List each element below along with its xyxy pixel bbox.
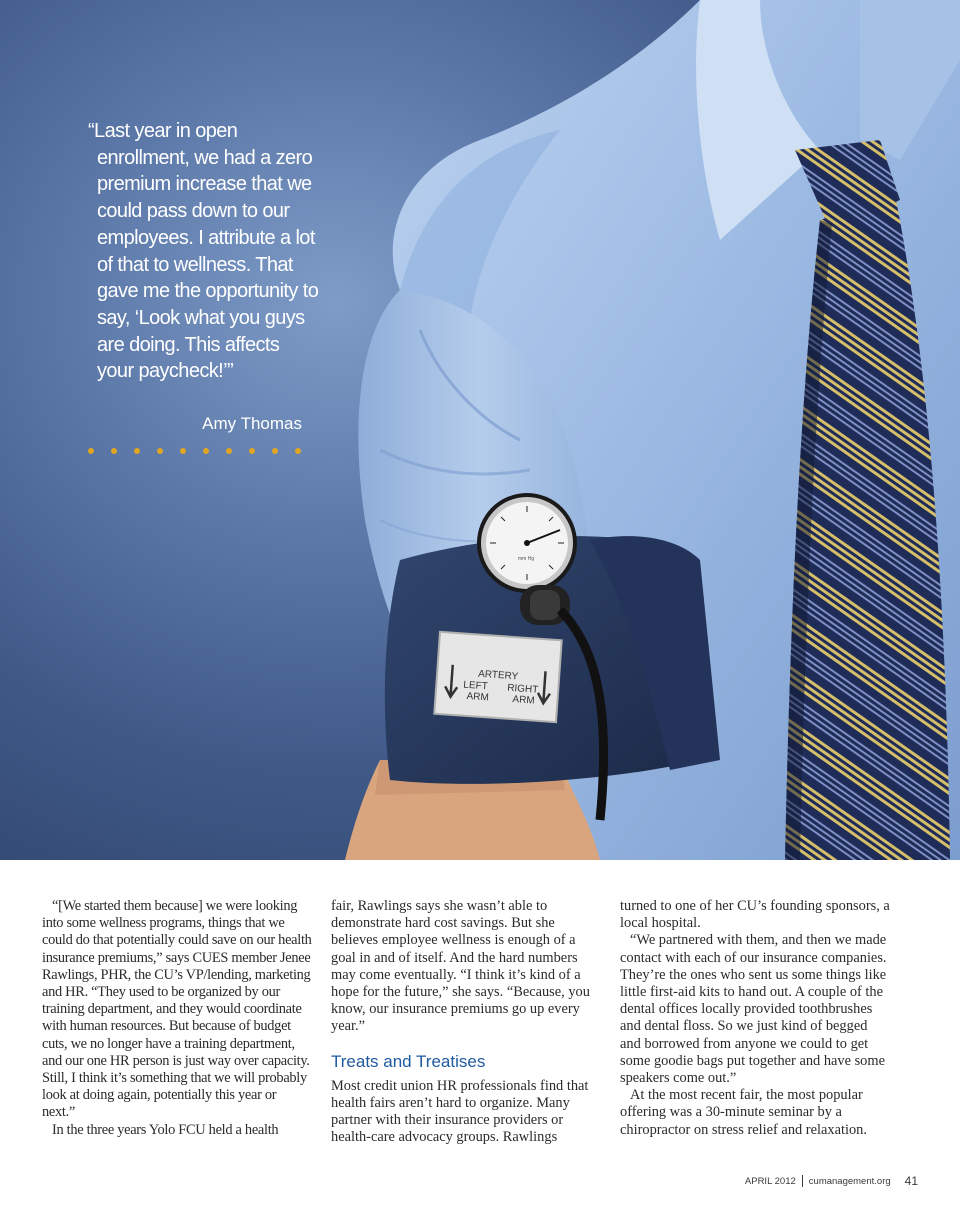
cuff-label-artery: ARTERY (477, 668, 519, 683)
dot (134, 448, 140, 454)
page-number: 41 (904, 1174, 918, 1188)
dot (111, 448, 117, 454)
dot (295, 448, 301, 454)
paragraph: At the most recent fair, the most popular offering was a 30-minute seminar by a chiropractor on stress relief and relaxation. (620, 1087, 867, 1138)
paragraph: turned to one of her CU’s founding sponsors, a local hospital. (620, 898, 890, 932)
article-column-3 (620, 898, 890, 1139)
cuff-label-right-arm: ARM (512, 694, 536, 707)
paragraph: “[We started them because] we were looking into some wellness programs, things that we could do that potentially could save on our health insurance premiums,” says CUES member Jenee Rawlings, PHR, the CU’s VP/lending, marketing and HR. “They used to be organized by our training department, and they would coordinate with human resources. But because of budget cuts, we no longer have a training department, and our one HR person is just way over capacity. Still, I think it’s something that we will probably look at doing again, potentially this year or next.” (42, 898, 312, 1121)
decorative-dot-rule (86, 448, 308, 458)
dot (226, 448, 232, 454)
gauge-unit-label: mm Hg (518, 556, 535, 562)
website-link[interactable]: cumanagement.org (808, 1175, 891, 1187)
footer-divider (802, 1175, 803, 1187)
paragraph: Most credit union HR professionals find that health fairs aren’t hard to organize. Many partner with their insurance providers or health-care advocacy groups. Rawlings (331, 1077, 589, 1146)
paragraph: fair, Rawlings says she wasn’t able to demonstrate hard cost savings. But she believes employee wellness is enough of a goal in and of itself. And the hard numbers may come eventually. “I think it’s kind of a hope for the future,” she says. “Because, you know, our insurance premiums go up every year.” (331, 898, 590, 1035)
article-column-2 (331, 898, 601, 1146)
issue-date: APRIL 2012 (744, 1175, 796, 1187)
cuff-label-left-arm: ARM (466, 690, 490, 704)
dot (203, 448, 209, 454)
pull-quote: “Last year in open enrollment, we had a zero premium increase that we could pass down to our employees. I attribute a lot of that to wellness. That gave me the opportunity to say, ‘Look what you guys are doing. This affects your paycheck!’” (88, 120, 319, 383)
section-subhead: Treats and Treatises (331, 1051, 486, 1071)
dot (249, 448, 255, 454)
cuff-label-left: LEFT (462, 679, 489, 693)
dot (272, 448, 278, 454)
dot (180, 448, 186, 454)
page-footer (745, 1174, 918, 1188)
paragraph: In the three years Yolo FCU held a health (52, 1121, 279, 1138)
pull-quote-attribution: Amy Thomas (202, 414, 302, 433)
dot (88, 448, 94, 454)
paragraph: “We partnered with them, and then we made contact with each of our insurance companies. They’re the ones who sent us some things like little first-aid kits to hand out. A couple of the dental offices locally provided toothbrushes and dental floss. So we just kind of begged and borrowed from anyone we could to get some goodie bags put together and have some speakers come out.” (620, 932, 887, 1087)
cuff-label-right: RIGHT (506, 682, 539, 696)
article-column-1 (42, 898, 312, 1139)
dot (157, 448, 163, 454)
